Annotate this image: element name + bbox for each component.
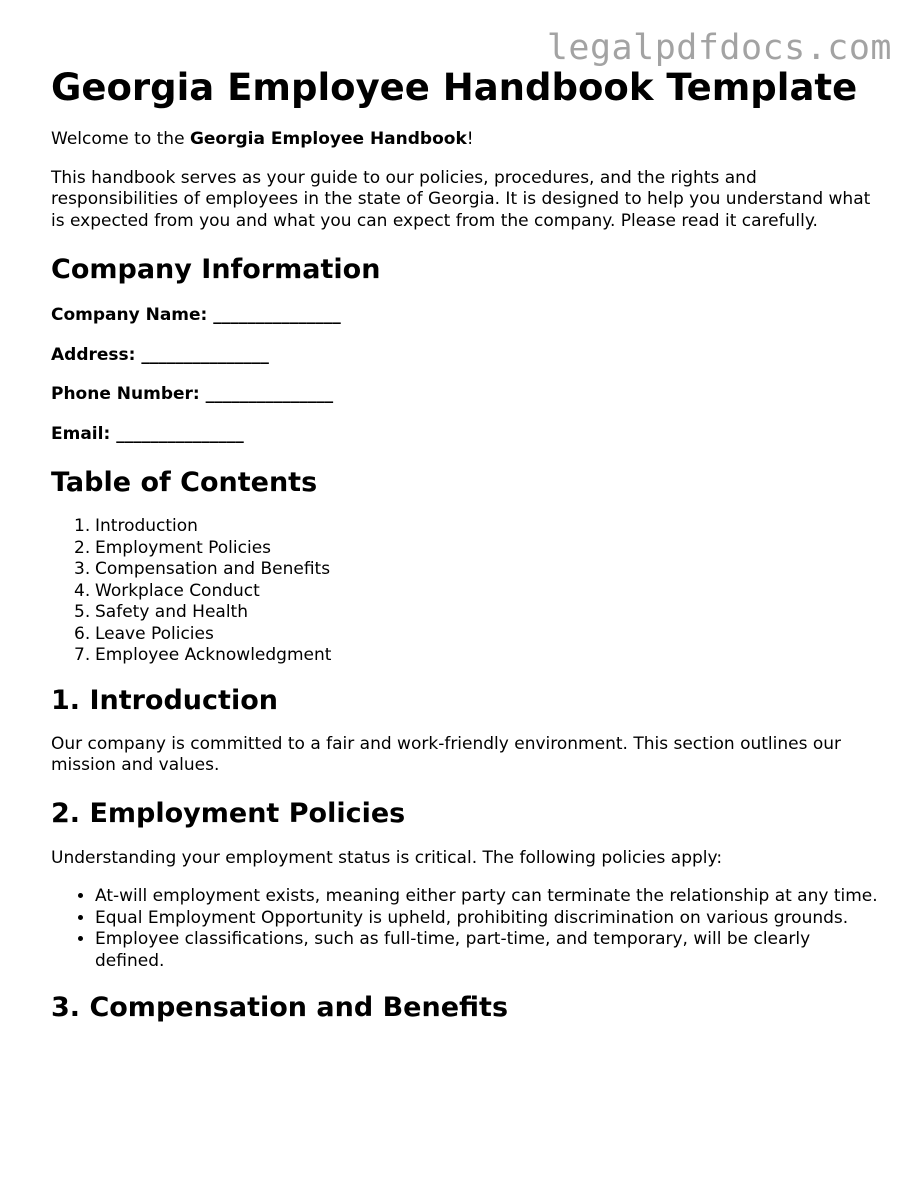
field-blank: _______________ xyxy=(141,344,269,365)
toc-item-label: Introduction xyxy=(95,516,198,536)
toc-item-number: 1. xyxy=(74,516,91,536)
list-item: • At-will employment exists, meaning either party can terminate the relationship at any time. xyxy=(95,886,881,908)
toc-item[interactable] xyxy=(74,645,881,667)
toc-item-number: 6. xyxy=(74,623,91,644)
company-info-heading: Company Information xyxy=(51,254,381,285)
toc-heading: Table of Contents xyxy=(51,467,318,498)
list-item: • Employee classifications, such as full-time, part-time, and temporary, will be clearly defined. xyxy=(95,929,881,972)
toc-item-label: Workplace Conduct xyxy=(95,580,260,601)
toc-item-number: 5. xyxy=(74,602,91,622)
toc-item[interactable] xyxy=(74,624,881,646)
toc-item-number: 7. xyxy=(74,645,91,665)
document-page xyxy=(51,64,881,1026)
toc-item-label: Employment Policies xyxy=(95,537,272,558)
field-blank: _______________ xyxy=(116,423,244,444)
field-label: Phone Number: xyxy=(51,384,200,404)
toc-item-label: Leave Policies xyxy=(95,623,214,644)
section-introduction-heading: 1. Introduction xyxy=(51,684,278,716)
toc-item[interactable] xyxy=(74,559,881,581)
toc-item[interactable] xyxy=(74,602,881,624)
intro-paragraph: This handbook serves as your guide to our policies, procedures, and the rights and responsibilities of employees in the state of Georgia. It is designed to help you understand what is expected from you and what you can expect from the company. Please read it carefully. xyxy=(51,167,871,231)
employment-policies-list xyxy=(51,886,881,972)
toc-list xyxy=(51,516,881,667)
toc-item-number: 2. xyxy=(74,537,91,558)
toc-item-label: Compensation and Benefits xyxy=(95,559,331,579)
welcome-handbook-name: Georgia Employee Handbook xyxy=(189,129,467,149)
watermark: legalpdfdocs.com xyxy=(546,28,892,68)
toc-item-label: Safety and Health xyxy=(95,602,248,622)
toc-item-label: Employee Acknowledgment xyxy=(95,645,332,665)
toc-item-number: 3. xyxy=(74,559,91,579)
company-name-field xyxy=(51,305,881,327)
toc-item-number: 4. xyxy=(74,580,91,601)
field-blank: _______________ xyxy=(205,384,334,404)
welcome-prefix: Welcome to the xyxy=(51,129,190,149)
section-employment-policies-body: Understanding your employment status is critical. The following policies apply: xyxy=(51,847,723,868)
section-introduction-body: Our company is committed to a fair and work-friendly environment. This section outlines our mission and values. xyxy=(51,733,842,775)
field-label: Email: xyxy=(51,423,111,444)
phone-number-field xyxy=(51,384,881,406)
toc-item[interactable] xyxy=(74,538,881,560)
address-field xyxy=(51,345,881,367)
document-title: Georgia Employee Handbook Template xyxy=(51,66,858,109)
field-label: Company Name: xyxy=(51,305,208,325)
list-item: • Equal Employment Opportunity is upheld, prohibiting discrimination on various grounds. xyxy=(95,908,881,930)
welcome-line xyxy=(51,129,881,151)
welcome-suffix: ! xyxy=(466,129,474,149)
toc-item[interactable] xyxy=(74,516,881,538)
email-field xyxy=(51,424,881,446)
section-employment-policies-heading: 2. Employment Policies xyxy=(51,797,406,829)
field-label: Address: xyxy=(51,344,136,365)
section-compensation-heading: 3. Compensation and Benefits xyxy=(51,992,509,1023)
field-blank: _______________ xyxy=(213,305,341,325)
toc-item[interactable] xyxy=(74,581,881,603)
